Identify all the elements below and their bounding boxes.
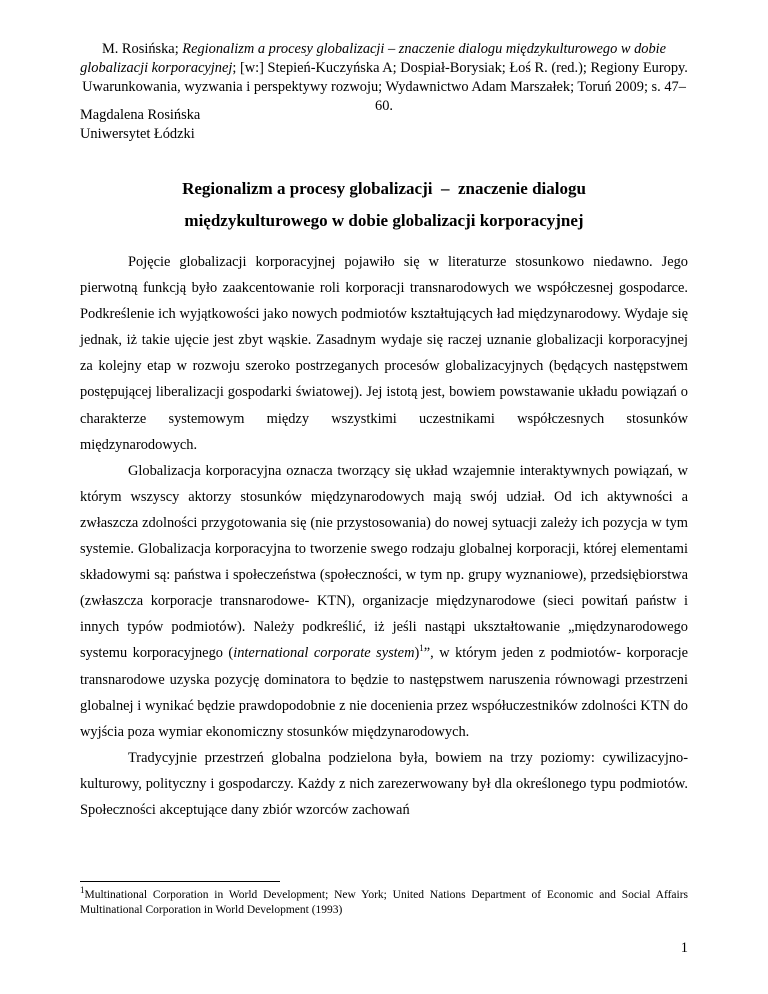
body-text [80,249,688,823]
author-affiliation: Uniwersytet Łódzki [80,126,195,142]
article-title-line-1: Regionalizm a procesy globalizacji – znaczenie dialogu [182,179,586,198]
footnote-divider [80,881,280,882]
paragraph-1: Pojęcie globalizacji korporacyjnej pojawiło się w literaturze stosunkowo niedawno. Jego pierwotną funkcją było zaakcentowanie roli korporacji transnarodowych we współczesnej gospodarce. Podkreślenie ich wyjątkowości jako nowych podmiotów kształtujących ład międzynarodowy. Wydaje się jednak, iż takie ujęcie jest zbyt wąskie. Zasadnym wydaje się raczej uznanie globalizacji korporacyjnej za kolejny etap w rozwoju szeroko postrzeganych procesów globalizacyjnych (będących następstwem postępującej liberalizacji gospodarki światowej). Jej istotą jest, bowiem powstawanie układu powiązań o charakterze systemowym między wszystkimi uczestnikami współczesnych stosunków międzynarodowych. [80,254,688,453]
citation-header [80,40,688,116]
paragraph-2-part-a: Globalizacja korporacyjna oznacza tworzący się układ wzajemnie interaktywnych powiązań, w którym wszyscy aktorzy stosunków międzynarodowych mają swój udział. Od ich aktywności a zwłaszcza zdolności przygotowania się (nie przystosowania) do nowej sytuacji zależy ich pozycja w tym systemie. Globalizacja korporacyjna to tworzenie swego rodzaju globalnej korporacji, której elementami składowymi są: państwa i społeczeństwa (społeczności, w tym np. grupy wyznaniowe), przedsiębiorstwa (zwłaszcza korporacje transnarodowe- KTN), organizacje międzynarodowe (sieci powitań państw i innych typów podmiotów). Należy podkreślić, iż jeśli nastąpi ukształtowanie „międzynarodowego systemu korporacyjnego ( [80,462,688,662]
paragraph-2-part-c: ”, w którym jeden z podmiotów- korporacje transnarodowe uzyska pozycję dominatora to będzie to następstwem naruszenia równowagi przestrzeni globalnej i wynikać będzie prawdopodobnie z nie docenienia przez współuczestników zdolności KTN do wyjścia poza wymiar ekonomiczny stosunków międzynarodowych. [80,645,689,740]
article-title-line-2: międzykulturowego w dobie globalizacji korporacyjnej [184,211,584,230]
article-title [80,173,688,237]
paragraph-3: Tradycyjnie przestrzeń globalna podzielona była, bowiem na trzy poziomy: cywilizacyjno-kulturowy, polityczny i gospodarczy. Każdy z nich zarezerwowany był dla określonego typu podmiotów. Społeczności akceptujące dany zbiór wzorców zachowań [80,749,688,818]
paragraph-2 [80,458,688,745]
footnote [80,885,688,918]
footnote-text: Multinational Corporation in World Development; New York; United Nations Department of Economic and Social Affairs Multinational Corporation in World Development (1993) [80,889,688,916]
citation-tail: ; [w:] Stepień-Kuczyńska A; Dospiał-Borysiak; Łoś R. (red.); Regiony Europy. Uwarunkowania, wyzwania i perspektywy rozwoju; Wydawnictwo Adam Marszałek; Toruń 2009; s. 47–60. [82,60,688,114]
page-number: 1 [680,940,688,956]
footnote-marker: 1 [80,885,85,896]
author-block [80,106,200,144]
author-name: Magdalena Rosińska [80,107,201,123]
citation-lead: M. Rosińska; [101,41,183,57]
paragraph-2-part-b: ) [414,645,420,662]
citation-article-title: Regionalizm a procesy globalizacji – znaczenie dialogu międzykulturowego w dobie globalizacji korporacyjnej [80,41,667,76]
paragraph-2-italic-term: international corporate system [233,645,415,662]
footnote-reference: 1 [419,643,424,654]
